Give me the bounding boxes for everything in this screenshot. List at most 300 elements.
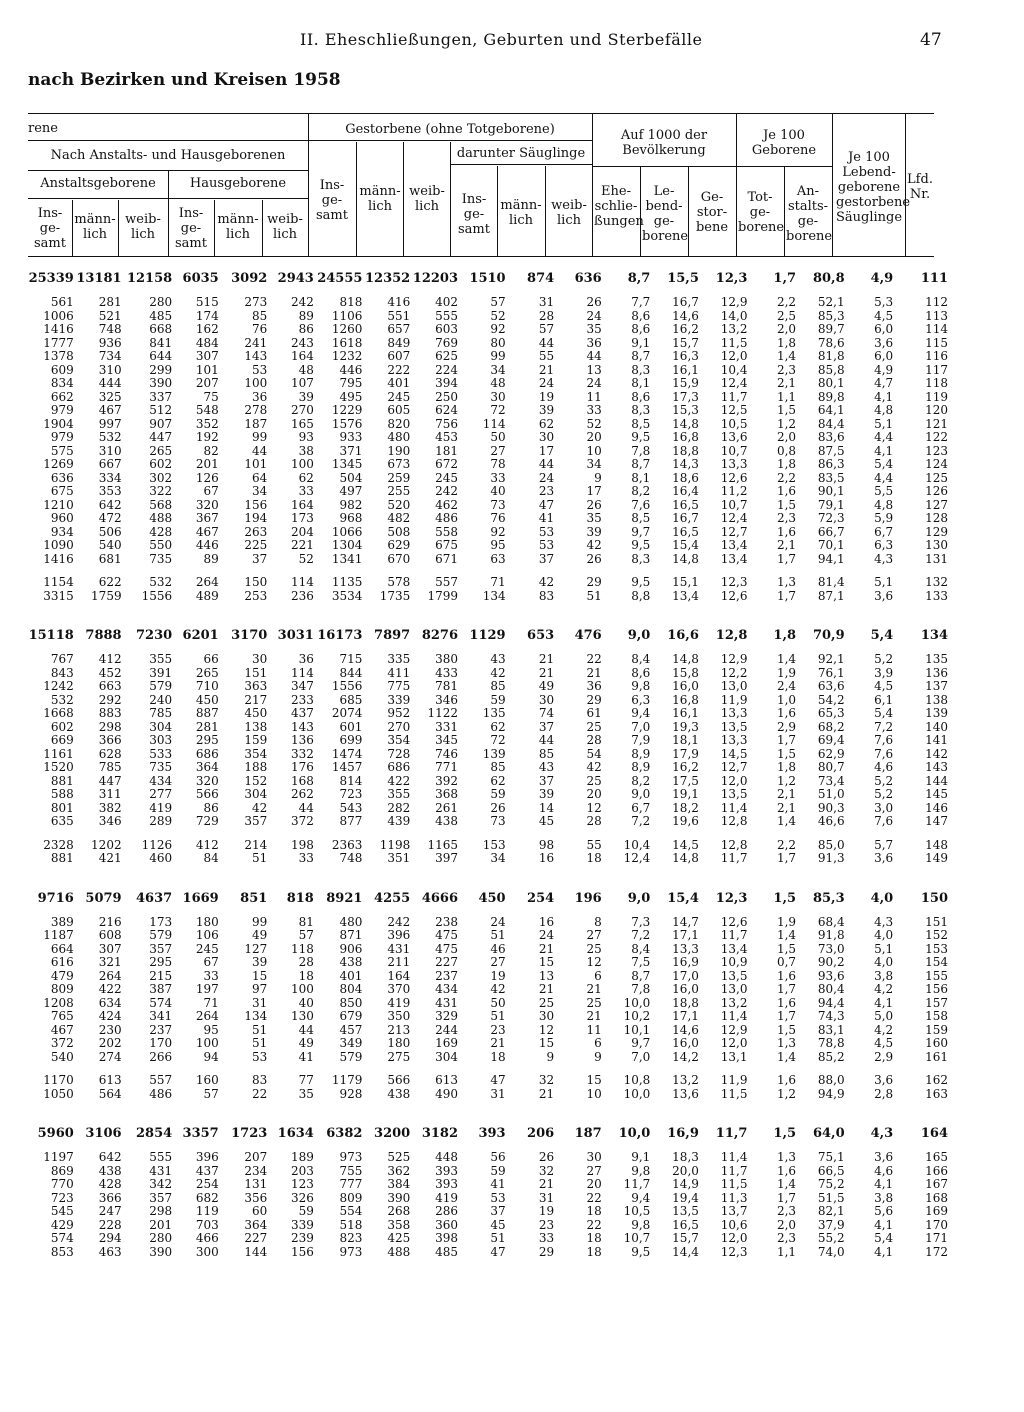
table-cell: 42 bbox=[490, 982, 506, 996]
table-cell: 24555 bbox=[317, 271, 363, 287]
table-cell: 11 bbox=[586, 1022, 602, 1037]
table-cell: 686 bbox=[387, 760, 411, 774]
table-cell: 71 bbox=[490, 575, 506, 589]
table-cell: 13,2 bbox=[672, 1073, 699, 1087]
table-cell: 452 bbox=[98, 665, 122, 680]
divider bbox=[592, 166, 832, 167]
table-cell: 132 bbox=[925, 575, 948, 589]
table-cell: 8,7 bbox=[631, 457, 651, 471]
table-cell: 216 bbox=[98, 914, 122, 929]
table-cell: 180 bbox=[195, 914, 219, 929]
table-cell: 657 bbox=[387, 322, 411, 336]
table-cell: 111 bbox=[920, 271, 948, 287]
table-cell: 8,6 bbox=[631, 389, 651, 404]
table-subtitle: nach Bezirken und Kreisen 1958 bbox=[28, 70, 341, 90]
table-cell: 16 bbox=[538, 914, 555, 929]
table-cell: 13,5 bbox=[720, 719, 748, 734]
table-cell: 173 bbox=[149, 914, 173, 929]
table-cell: 84 bbox=[203, 851, 219, 865]
table-cell: 1187 bbox=[43, 928, 74, 942]
table-cell: 488 bbox=[387, 1244, 411, 1259]
table-cell: 32 bbox=[538, 1073, 555, 1087]
table-cell: 94,1 bbox=[817, 551, 845, 566]
spacer-cell bbox=[28, 1101, 950, 1117]
table-cell: 30 bbox=[490, 389, 506, 404]
table-cell: 227 bbox=[435, 955, 459, 969]
table-cell: 2,0 bbox=[776, 322, 797, 336]
table-cell: 114 bbox=[290, 665, 314, 680]
table-cell: 13,6 bbox=[720, 430, 748, 444]
table-cell: 419 bbox=[435, 1190, 459, 1205]
table-cell: 997 bbox=[98, 416, 122, 431]
table-cell: 53 bbox=[252, 362, 268, 377]
table-cell: 566 bbox=[195, 787, 219, 801]
table-cell: 89 bbox=[203, 551, 219, 566]
table-cell: 123 bbox=[290, 1177, 314, 1191]
table-cell: 153 bbox=[925, 941, 948, 956]
table-cell: 80,7 bbox=[817, 760, 845, 774]
table-cell: 453 bbox=[435, 430, 459, 444]
table-cell: 360 bbox=[435, 1217, 459, 1232]
table-cell: 446 bbox=[339, 362, 363, 377]
table-cell: 22 bbox=[586, 652, 602, 666]
table-cell: 85,2 bbox=[817, 1049, 845, 1064]
table-cell: 12,0 bbox=[720, 773, 748, 788]
table-cell: 66 bbox=[203, 652, 219, 666]
table-cell: 7888 bbox=[85, 628, 122, 644]
table-cell: 39 bbox=[538, 787, 555, 801]
table-cell: 933 bbox=[339, 430, 363, 444]
table-cell: 382 bbox=[98, 800, 122, 815]
table-cell: 463 bbox=[98, 1244, 122, 1259]
table-cell: 1,6 bbox=[776, 1073, 797, 1087]
table-row bbox=[28, 539, 950, 553]
table-cell: 5,3 bbox=[874, 295, 894, 309]
table-cell: 1242 bbox=[43, 679, 74, 693]
table-cell: 15,4 bbox=[667, 890, 699, 906]
table-cell: 4255 bbox=[374, 890, 411, 906]
table-cell: 264 bbox=[195, 575, 219, 589]
table-cell: 33 bbox=[298, 484, 314, 498]
table-cell: 1668 bbox=[43, 706, 74, 720]
table-cell: 14,6 bbox=[672, 308, 699, 323]
table-cell: 12,3 bbox=[720, 1244, 748, 1259]
table-cell: 65,3 bbox=[817, 706, 845, 720]
table-cell: 841 bbox=[149, 335, 173, 350]
table-row bbox=[28, 788, 950, 802]
table-cell: 294 bbox=[98, 1231, 122, 1245]
table-cell: 64 bbox=[252, 470, 268, 485]
table-cell: 21 bbox=[538, 652, 555, 666]
table-cell: 390 bbox=[149, 1244, 173, 1259]
table-cell: 579 bbox=[149, 679, 173, 693]
table-cell: 99 bbox=[252, 914, 268, 929]
table-cell: 428 bbox=[149, 524, 173, 539]
table-cell: 1,5 bbox=[776, 941, 797, 956]
table-cell: 83 bbox=[252, 1073, 268, 1087]
table-cell: 106 bbox=[195, 928, 219, 942]
table-cell: 21 bbox=[538, 941, 555, 956]
header-col-male: männ- lich bbox=[500, 198, 542, 228]
table-cell: 3,6 bbox=[874, 1150, 894, 1164]
table-cell: 76 bbox=[490, 511, 506, 525]
table-cell: 602 bbox=[50, 719, 74, 734]
table-cell: 6 bbox=[594, 1036, 602, 1050]
table-cell: 164 bbox=[920, 1126, 948, 1142]
table-cell: 160 bbox=[925, 1036, 948, 1050]
table-cell: 339 bbox=[290, 1217, 314, 1232]
divider bbox=[214, 200, 215, 256]
table-cell: 9,8 bbox=[631, 1217, 651, 1232]
table-cell: 391 bbox=[149, 665, 173, 680]
table-cell: 396 bbox=[195, 1150, 219, 1164]
table-cell: 8,1 bbox=[631, 470, 651, 485]
table-row bbox=[28, 761, 950, 775]
table-cell: 7,6 bbox=[874, 733, 894, 747]
table-cell: 18,3 bbox=[672, 1150, 699, 1164]
table-cell: 46 bbox=[490, 941, 506, 956]
table-cell: 15,5 bbox=[667, 271, 699, 287]
table-cell: 44 bbox=[538, 457, 555, 471]
table-cell: 23 bbox=[538, 1217, 555, 1232]
table-cell: 765 bbox=[50, 1009, 74, 1023]
table-cell: 834 bbox=[50, 376, 74, 390]
table-cell: 605 bbox=[387, 403, 411, 417]
table-cell: 63 bbox=[490, 551, 506, 566]
table-cell: 346 bbox=[435, 692, 459, 707]
table-cell: 1122 bbox=[427, 706, 459, 720]
table-row bbox=[28, 576, 950, 590]
table-cell: 25 bbox=[586, 719, 602, 734]
table-cell: 8,4 bbox=[631, 941, 651, 956]
table-cell: 33 bbox=[203, 968, 219, 983]
table-cell: 52 bbox=[490, 308, 506, 323]
table-cell: 667 bbox=[98, 457, 122, 471]
divider bbox=[28, 198, 308, 199]
table-cell: 422 bbox=[387, 773, 411, 788]
table-cell: 17,9 bbox=[672, 746, 699, 761]
table-cell: 14,9 bbox=[672, 1177, 699, 1191]
table-row bbox=[28, 839, 950, 853]
table-cell: 5,1 bbox=[874, 941, 894, 956]
table-cell: 8 bbox=[594, 914, 602, 929]
table-cell: 4,0 bbox=[874, 955, 894, 969]
table-cell: 928 bbox=[339, 1086, 363, 1101]
table-cell: 15,4 bbox=[672, 538, 699, 552]
table-cell: 628 bbox=[98, 746, 122, 761]
table-cell: 42 bbox=[538, 575, 555, 589]
header-col-total: Ins- ge- samt bbox=[175, 206, 207, 251]
table-cell: 5,2 bbox=[874, 773, 894, 788]
header-col-male: männ- lich bbox=[217, 212, 259, 242]
table-cell: 508 bbox=[387, 524, 411, 539]
table-cell: 425 bbox=[387, 1231, 411, 1245]
table-cell: 15,9 bbox=[672, 376, 699, 390]
table-cell: 12,6 bbox=[720, 914, 748, 929]
table-row bbox=[28, 485, 950, 499]
table-cell: 273 bbox=[244, 295, 268, 309]
table-row bbox=[28, 472, 950, 486]
table-cell: 869 bbox=[50, 1163, 74, 1178]
table-row bbox=[28, 653, 950, 667]
table-cell: 149 bbox=[925, 851, 948, 865]
table-cell: 4,1 bbox=[874, 995, 894, 1010]
table-cell: 387 bbox=[149, 982, 173, 996]
table-cell: 322 bbox=[149, 484, 173, 498]
table-cell: 57 bbox=[490, 295, 506, 309]
table-cell: 447 bbox=[149, 430, 173, 444]
table-cell: 12,7 bbox=[720, 524, 748, 539]
table-cell: 234 bbox=[244, 1163, 268, 1178]
table-cell: 150 bbox=[920, 890, 948, 906]
table-row bbox=[28, 1165, 950, 1179]
table-cell: 480 bbox=[339, 914, 363, 929]
table-cell: 12,9 bbox=[720, 652, 748, 666]
table-cell: 10,7 bbox=[623, 1231, 651, 1245]
table-cell: 7,8 bbox=[631, 982, 651, 996]
table-cell: 10,9 bbox=[720, 955, 748, 969]
table-cell: 515 bbox=[195, 295, 219, 309]
header-col-infant-deaths: Je 100 Lebend- geborene gestorbene Säuglinge bbox=[836, 150, 911, 225]
table-cell: 304 bbox=[435, 1049, 459, 1064]
table-cell: 135 bbox=[925, 652, 948, 666]
table-cell: 45 bbox=[490, 1217, 506, 1232]
table-row bbox=[28, 458, 950, 472]
table-cell: 128 bbox=[925, 511, 948, 525]
table-cell: 555 bbox=[435, 308, 459, 323]
table-cell: 634 bbox=[98, 995, 122, 1010]
table-cell: 457 bbox=[339, 1022, 363, 1037]
header-col-total: Ins- ge- samt bbox=[34, 206, 66, 251]
table-cell: 551 bbox=[387, 308, 411, 323]
table-row bbox=[28, 1246, 950, 1260]
table-cell: 390 bbox=[387, 1190, 411, 1205]
table-cell: 548 bbox=[195, 403, 219, 417]
table-cell: 95 bbox=[203, 1022, 219, 1037]
table-cell: 18,6 bbox=[672, 470, 699, 485]
table-cell: 47 bbox=[490, 1244, 506, 1259]
table-cell: 401 bbox=[339, 968, 363, 983]
table-cell: 823 bbox=[339, 1231, 363, 1245]
table-cell: 26 bbox=[538, 1150, 555, 1164]
table-cell: 490 bbox=[435, 1086, 459, 1101]
table-cell: 1,6 bbox=[776, 968, 797, 983]
table-cell: 85,3 bbox=[812, 890, 845, 906]
table-cell: 90,2 bbox=[817, 955, 845, 969]
table-row bbox=[28, 404, 950, 418]
divider bbox=[262, 200, 263, 256]
table-cell: 9,7 bbox=[631, 524, 651, 539]
table-cell: 56 bbox=[490, 1150, 506, 1164]
table-cell: 29 bbox=[538, 1244, 555, 1259]
table-cell: 818 bbox=[339, 295, 363, 309]
table-cell: 419 bbox=[387, 995, 411, 1010]
table-cell: 1,7 bbox=[773, 271, 797, 287]
table-cell: 354 bbox=[387, 733, 411, 747]
table-cell: 11,7 bbox=[715, 1126, 748, 1142]
table-cell: 2074 bbox=[331, 706, 363, 720]
table-cell: 554 bbox=[339, 1204, 363, 1218]
table-cell: 114 bbox=[290, 575, 314, 589]
table-cell: 5,2 bbox=[874, 652, 894, 666]
table-cell: 157 bbox=[925, 995, 948, 1010]
table-cell: 24 bbox=[586, 376, 602, 390]
table-cell: 1129 bbox=[469, 628, 506, 644]
table-cell: 398 bbox=[435, 1231, 459, 1245]
header-per-100: Je 100 Geborene bbox=[751, 128, 817, 158]
table-cell: 673 bbox=[387, 457, 411, 471]
table-cell: 1208 bbox=[43, 995, 74, 1010]
table-cell: 278 bbox=[244, 403, 268, 417]
table-cell: 114 bbox=[925, 322, 948, 336]
table-cell: 156 bbox=[244, 497, 268, 512]
table-cell: 133 bbox=[925, 588, 948, 603]
table-cell: 2328 bbox=[43, 837, 74, 852]
table-cell: 801 bbox=[50, 800, 74, 815]
table-cell: 1,8 bbox=[773, 628, 797, 644]
table-cell: 80,4 bbox=[817, 982, 845, 996]
table-cell: 1618 bbox=[331, 335, 363, 350]
table-cell: 555 bbox=[149, 1150, 173, 1164]
table-cell: 2,2 bbox=[776, 295, 797, 309]
table-cell: 233 bbox=[290, 692, 314, 707]
table-cell: 158 bbox=[925, 1009, 948, 1023]
table-cell: 6,3 bbox=[631, 692, 651, 707]
table-cell: 566 bbox=[387, 1073, 411, 1087]
table-cell: 644 bbox=[149, 349, 173, 363]
table-row bbox=[28, 1051, 950, 1065]
table-cell: 167 bbox=[925, 1177, 948, 1191]
table-cell: 3357 bbox=[182, 1126, 219, 1142]
table-cell: 394 bbox=[435, 376, 459, 390]
table-cell: 28 bbox=[538, 308, 555, 323]
table-cell: 372 bbox=[290, 814, 314, 828]
table-cell: 520 bbox=[387, 497, 411, 512]
table-cell: 51 bbox=[586, 588, 602, 603]
table-cell: 4,1 bbox=[874, 389, 894, 404]
table-cell: 699 bbox=[339, 733, 363, 747]
table-row bbox=[28, 553, 950, 567]
table-cell: 1050 bbox=[43, 1086, 74, 1101]
table-cell: 393 bbox=[435, 1177, 459, 1191]
table-cell: 588 bbox=[50, 787, 74, 801]
table-cell: 59 bbox=[298, 1204, 314, 1218]
table-cell: 3106 bbox=[85, 1126, 122, 1142]
table-cell: 12,4 bbox=[720, 511, 748, 525]
table-cell: 16,5 bbox=[672, 524, 699, 539]
table-cell: 6 bbox=[594, 968, 602, 983]
table-cell: 17 bbox=[586, 484, 602, 498]
table-cell: 608 bbox=[98, 928, 122, 942]
table-cell: 189 bbox=[290, 1150, 314, 1164]
table-cell: 1202 bbox=[91, 837, 122, 852]
table-cell: 4637 bbox=[136, 890, 173, 906]
table-cell: 568 bbox=[149, 497, 173, 512]
header-col-live-births: Le- bend- ge- borene bbox=[642, 184, 689, 244]
table-cell: 603 bbox=[435, 322, 459, 336]
table-cell: 54 bbox=[586, 746, 602, 761]
table-cell: 5079 bbox=[85, 890, 122, 906]
table-cell: 625 bbox=[435, 349, 459, 363]
table-cell: 311 bbox=[98, 787, 122, 801]
table-cell: 412 bbox=[98, 652, 122, 666]
table-cell: 21 bbox=[538, 1177, 555, 1191]
table-cell: 506 bbox=[98, 524, 122, 539]
table-row bbox=[28, 748, 950, 762]
table-cell: 131 bbox=[244, 1177, 268, 1191]
header-col-male: männ- lich bbox=[359, 184, 401, 214]
table-row bbox=[28, 590, 950, 604]
table-cell: 18,2 bbox=[672, 800, 699, 815]
table-row bbox=[28, 707, 950, 721]
table-cell: 11,5 bbox=[720, 335, 748, 350]
table-cell: 207 bbox=[195, 376, 219, 390]
table-cell: 6382 bbox=[326, 1126, 363, 1142]
table-cell: 671 bbox=[435, 551, 459, 566]
table-cell: 853 bbox=[50, 1244, 74, 1259]
table-cell: 12352 bbox=[365, 271, 411, 287]
table-cell: 16,3 bbox=[672, 349, 699, 363]
table-cell: 653 bbox=[527, 628, 555, 644]
table-cell: 372 bbox=[50, 1036, 74, 1050]
table-cell: 402 bbox=[435, 295, 459, 309]
table-cell: 735 bbox=[149, 760, 173, 774]
table-cell: 11,7 bbox=[720, 928, 748, 942]
table-cell: 1,0 bbox=[776, 692, 797, 707]
table-cell: 6,1 bbox=[874, 692, 894, 707]
table-cell: 126 bbox=[195, 470, 219, 485]
table-cell: 44 bbox=[298, 1022, 314, 1037]
table-cell: 274 bbox=[98, 1049, 122, 1064]
table-cell: 8,5 bbox=[631, 416, 651, 431]
table-cell: 93,6 bbox=[817, 968, 845, 983]
table-cell: 78,8 bbox=[817, 1036, 845, 1050]
table-cell: 489 bbox=[195, 588, 219, 603]
header-bottom-rule bbox=[28, 256, 934, 257]
table-row-total bbox=[28, 1117, 950, 1151]
table-cell: 1,3 bbox=[776, 1150, 797, 1164]
table-cell: 73 bbox=[490, 497, 506, 512]
table-cell: 14,3 bbox=[672, 457, 699, 471]
table-cell: 83 bbox=[538, 588, 555, 603]
table-cell: 679 bbox=[339, 1009, 363, 1023]
table-cell: 462 bbox=[435, 497, 459, 512]
table-cell: 352 bbox=[195, 416, 219, 431]
table-row bbox=[28, 734, 950, 748]
table-cell: 201 bbox=[149, 1217, 173, 1232]
table-cell: 16,1 bbox=[672, 706, 699, 720]
table-cell: 136 bbox=[290, 733, 314, 747]
table-cell: 480 bbox=[387, 430, 411, 444]
table-cell: 163 bbox=[925, 1086, 948, 1101]
table-cell: 164 bbox=[290, 349, 314, 363]
table-cell: 1,6 bbox=[776, 706, 797, 720]
table-cell: 49 bbox=[252, 928, 268, 942]
table-cell: 748 bbox=[98, 322, 122, 336]
table-cell: 1106 bbox=[331, 308, 363, 323]
table-cell: 14,8 bbox=[672, 416, 699, 431]
table-cell: 439 bbox=[387, 814, 411, 828]
table-cell: 42 bbox=[586, 538, 602, 552]
table-cell: 19,6 bbox=[672, 814, 699, 828]
table-cell: 354 bbox=[244, 746, 268, 761]
table-cell: 176 bbox=[290, 760, 314, 774]
table-cell: 397 bbox=[435, 851, 459, 865]
table-cell: 887 bbox=[195, 706, 219, 720]
table-cell: 68,2 bbox=[817, 719, 845, 734]
table-cell: 16,0 bbox=[672, 679, 699, 693]
table-cell: 1,6 bbox=[776, 524, 797, 539]
